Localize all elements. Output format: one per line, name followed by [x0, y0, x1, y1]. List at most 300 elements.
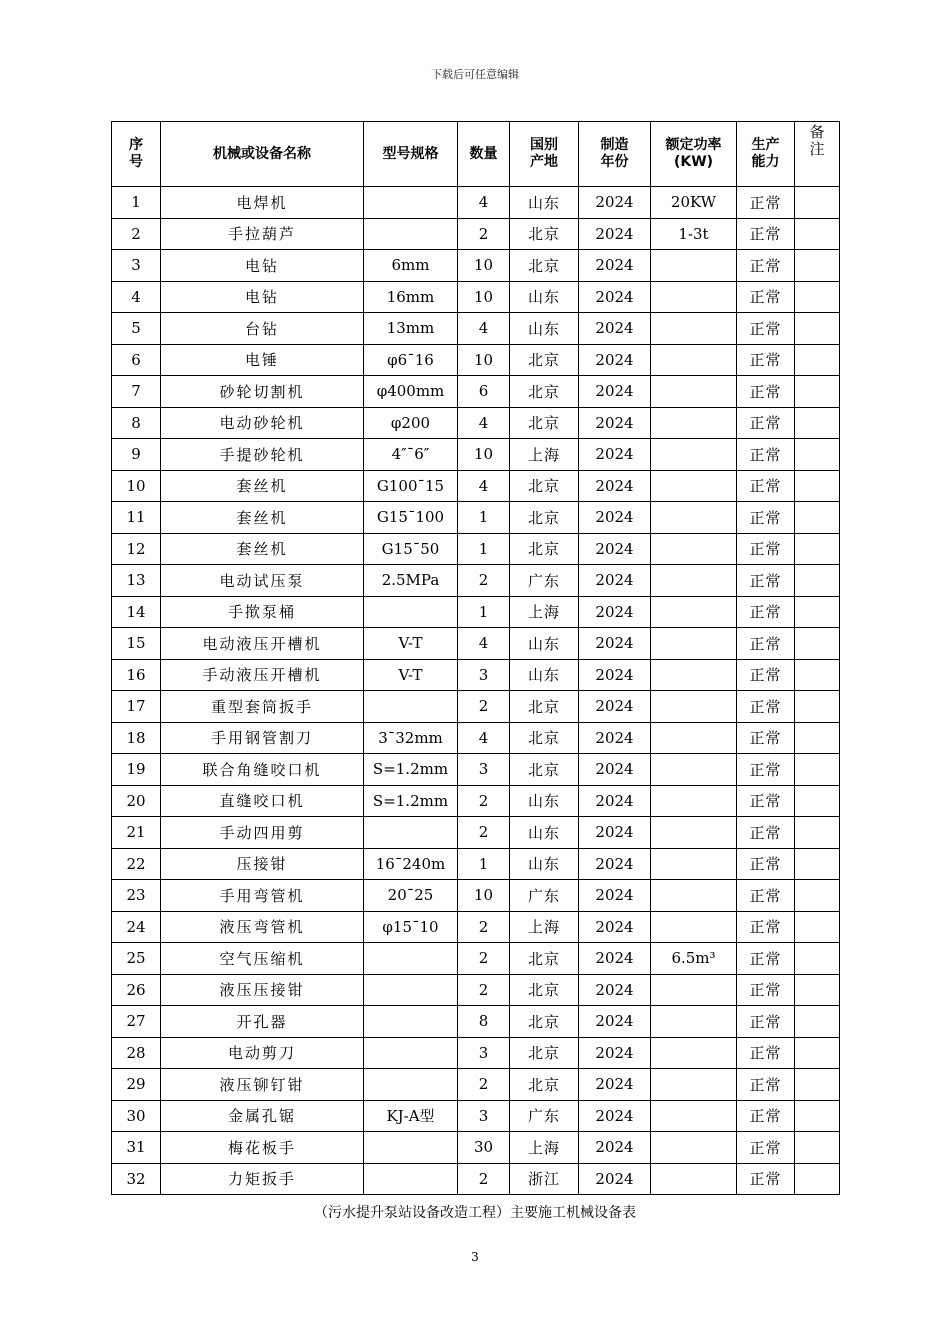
cell-capacity: 正常 — [737, 659, 795, 691]
cell-name: 电钻 — [161, 250, 364, 282]
cell-model: S=1.2mm — [364, 754, 458, 786]
table-row — [112, 880, 840, 912]
cell-no: 13 — [112, 565, 161, 597]
cell-capacity: 正常 — [737, 1006, 795, 1038]
cell-capacity: 正常 — [737, 974, 795, 1006]
cell-name: 压接钳 — [161, 848, 364, 880]
cell-model: V-T — [364, 628, 458, 660]
cell-name: 手用钢管割刀 — [161, 722, 364, 754]
table-row — [112, 218, 840, 250]
cell-name: 重型套筒扳手 — [161, 691, 364, 723]
cell-note — [795, 565, 840, 597]
cell-capacity: 正常 — [737, 313, 795, 345]
cell-year: 2024 — [579, 974, 651, 1006]
cell-year: 2024 — [579, 407, 651, 439]
cell-origin: 北京 — [510, 218, 579, 250]
cell-name: 套丝机 — [161, 502, 364, 534]
cell-no: 21 — [112, 817, 161, 849]
cell-capacity: 正常 — [737, 785, 795, 817]
cell-power — [651, 785, 737, 817]
cell-year: 2024 — [579, 344, 651, 376]
cell-note — [795, 1037, 840, 1069]
cell-note — [795, 848, 840, 880]
cell-origin: 山东 — [510, 848, 579, 880]
cell-note — [795, 722, 840, 754]
cell-qty: 2 — [458, 1069, 510, 1101]
cell-origin: 山东 — [510, 281, 579, 313]
cell-no: 12 — [112, 533, 161, 565]
cell-year: 2024 — [579, 754, 651, 786]
cell-power — [651, 596, 737, 628]
cell-year: 2024 — [579, 628, 651, 660]
cell-model: 6mm — [364, 250, 458, 282]
cell-model: 2.5MPa — [364, 565, 458, 597]
cell-no: 22 — [112, 848, 161, 880]
cell-qty: 6 — [458, 376, 510, 408]
cell-origin: 上海 — [510, 596, 579, 628]
table-row — [112, 407, 840, 439]
cell-origin: 山东 — [510, 817, 579, 849]
cell-capacity: 正常 — [737, 407, 795, 439]
cell-power — [651, 470, 737, 502]
cell-note — [795, 313, 840, 345]
cell-note — [795, 187, 840, 219]
cell-no: 11 — [112, 502, 161, 534]
cell-name: 电钻 — [161, 281, 364, 313]
cell-qty: 1 — [458, 502, 510, 534]
cell-no: 18 — [112, 722, 161, 754]
cell-note — [795, 754, 840, 786]
cell-name: 手提砂轮机 — [161, 439, 364, 471]
equipment-table — [111, 121, 840, 1195]
cell-name: 梅花板手 — [161, 1132, 364, 1164]
cell-no: 24 — [112, 911, 161, 943]
cell-model: 20¯25 — [364, 880, 458, 912]
cell-model — [364, 218, 458, 250]
cell-year: 2024 — [579, 1006, 651, 1038]
cell-model: φ6¯16 — [364, 344, 458, 376]
cell-power — [651, 250, 737, 282]
cell-note — [795, 439, 840, 471]
table-row — [112, 848, 840, 880]
cell-qty: 10 — [458, 880, 510, 912]
cell-origin: 山东 — [510, 628, 579, 660]
cell-capacity: 正常 — [737, 596, 795, 628]
cell-year: 2024 — [579, 313, 651, 345]
cell-qty: 2 — [458, 943, 510, 975]
cell-power — [651, 1006, 737, 1038]
cell-note — [795, 218, 840, 250]
cell-no: 31 — [112, 1132, 161, 1164]
cell-qty: 2 — [458, 911, 510, 943]
cell-model: G15¯100 — [364, 502, 458, 534]
cell-qty: 2 — [458, 1163, 510, 1195]
cell-year: 2024 — [579, 722, 651, 754]
cell-model — [364, 1132, 458, 1164]
cell-power — [651, 439, 737, 471]
cell-no: 5 — [112, 313, 161, 345]
table-row — [112, 313, 840, 345]
cell-year: 2024 — [579, 659, 651, 691]
cell-origin: 山东 — [510, 313, 579, 345]
cell-origin: 北京 — [510, 502, 579, 534]
cell-no: 30 — [112, 1100, 161, 1132]
cell-no: 6 — [112, 344, 161, 376]
cell-qty: 4 — [458, 628, 510, 660]
cell-capacity: 正常 — [737, 754, 795, 786]
cell-capacity: 正常 — [737, 628, 795, 660]
table-row — [112, 691, 840, 723]
cell-no: 26 — [112, 974, 161, 1006]
cell-qty: 4 — [458, 470, 510, 502]
table-row — [112, 1006, 840, 1038]
cell-capacity: 正常 — [737, 1132, 795, 1164]
cell-year: 2024 — [579, 376, 651, 408]
cell-power — [651, 1132, 737, 1164]
cell-capacity: 正常 — [737, 1069, 795, 1101]
cell-power — [651, 817, 737, 849]
cell-no: 25 — [112, 943, 161, 975]
cell-qty: 1 — [458, 848, 510, 880]
table-row — [112, 281, 840, 313]
cell-name: 电动剪刀 — [161, 1037, 364, 1069]
cell-origin: 北京 — [510, 754, 579, 786]
cell-model — [364, 817, 458, 849]
cell-no: 9 — [112, 439, 161, 471]
cell-qty: 4 — [458, 407, 510, 439]
cell-model: G100¯15 — [364, 470, 458, 502]
cell-model — [364, 187, 458, 219]
cell-power — [651, 880, 737, 912]
cell-origin: 北京 — [510, 250, 579, 282]
cell-note — [795, 785, 840, 817]
cell-year: 2024 — [579, 1069, 651, 1101]
cell-year: 2024 — [579, 1163, 651, 1195]
cell-model: φ15¯10 — [364, 911, 458, 943]
cell-power — [651, 1037, 737, 1069]
cell-capacity: 正常 — [737, 1100, 795, 1132]
cell-power — [651, 722, 737, 754]
cell-no: 16 — [112, 659, 161, 691]
cell-qty: 10 — [458, 250, 510, 282]
cell-model — [364, 974, 458, 1006]
cell-name: 电动砂轮机 — [161, 407, 364, 439]
cell-model: 3¯32mm — [364, 722, 458, 754]
table-row — [112, 659, 840, 691]
cell-model — [364, 596, 458, 628]
cell-origin: 北京 — [510, 1006, 579, 1038]
cell-power — [651, 754, 737, 786]
cell-model — [364, 1006, 458, 1038]
table-row — [112, 1069, 840, 1101]
table-body — [112, 187, 840, 1195]
cell-name: 套丝机 — [161, 533, 364, 565]
cell-capacity: 正常 — [737, 502, 795, 534]
cell-year: 2024 — [579, 502, 651, 534]
cell-origin: 北京 — [510, 376, 579, 408]
cell-origin: 北京 — [510, 344, 579, 376]
cell-power — [651, 407, 737, 439]
table-row — [112, 1132, 840, 1164]
cell-name: 开孔器 — [161, 1006, 364, 1038]
cell-power — [651, 344, 737, 376]
cell-power — [651, 533, 737, 565]
cell-name: 电动试压泵 — [161, 565, 364, 597]
cell-year: 2024 — [579, 470, 651, 502]
table-row — [112, 974, 840, 1006]
col-header-capacity: 生产能力 — [737, 122, 795, 187]
cell-name: 液压铆钉钳 — [161, 1069, 364, 1101]
cell-model: KJ-A型 — [364, 1100, 458, 1132]
cell-no: 14 — [112, 596, 161, 628]
cell-note — [795, 880, 840, 912]
cell-no: 29 — [112, 1069, 161, 1101]
cell-model — [364, 691, 458, 723]
cell-year: 2024 — [579, 785, 651, 817]
cell-qty: 2 — [458, 565, 510, 597]
col-header-name: 机械或设备名称 — [161, 122, 364, 187]
cell-note — [795, 1100, 840, 1132]
cell-note — [795, 502, 840, 534]
cell-note — [795, 1132, 840, 1164]
cell-qty: 3 — [458, 754, 510, 786]
cell-model: V-T — [364, 659, 458, 691]
cell-no: 7 — [112, 376, 161, 408]
cell-qty: 4 — [458, 187, 510, 219]
table-row — [112, 502, 840, 534]
cell-power — [651, 1069, 737, 1101]
cell-year: 2024 — [579, 911, 651, 943]
cell-year: 2024 — [579, 250, 651, 282]
cell-origin: 北京 — [510, 943, 579, 975]
cell-no: 3 — [112, 250, 161, 282]
cell-power — [651, 1100, 737, 1132]
cell-note — [795, 376, 840, 408]
page-header: 下载后可任意编辑 — [431, 68, 519, 81]
cell-name: 电焊机 — [161, 187, 364, 219]
table-row — [112, 250, 840, 282]
table-row — [112, 628, 840, 660]
cell-qty: 30 — [458, 1132, 510, 1164]
page-number: 3 — [471, 1250, 479, 1264]
cell-capacity: 正常 — [737, 691, 795, 723]
cell-qty: 2 — [458, 691, 510, 723]
cell-capacity: 正常 — [737, 281, 795, 313]
cell-no: 2 — [112, 218, 161, 250]
cell-origin: 北京 — [510, 533, 579, 565]
cell-year: 2024 — [579, 1037, 651, 1069]
cell-note — [795, 911, 840, 943]
cell-name: 手用弯管机 — [161, 880, 364, 912]
cell-power — [651, 911, 737, 943]
cell-origin: 山东 — [510, 659, 579, 691]
cell-model: 16¯240m — [364, 848, 458, 880]
cell-origin: 北京 — [510, 1037, 579, 1069]
table-row — [112, 344, 840, 376]
cell-note — [795, 1069, 840, 1101]
cell-note — [795, 628, 840, 660]
cell-power — [651, 1163, 737, 1195]
cell-qty: 4 — [458, 722, 510, 754]
cell-capacity: 正常 — [737, 911, 795, 943]
cell-capacity: 正常 — [737, 470, 795, 502]
cell-origin: 北京 — [510, 722, 579, 754]
table-row — [112, 470, 840, 502]
cell-capacity: 正常 — [737, 1037, 795, 1069]
cell-note — [795, 974, 840, 1006]
cell-power: 6.5m³ — [651, 943, 737, 975]
cell-qty: 10 — [458, 344, 510, 376]
cell-qty: 1 — [458, 596, 510, 628]
table-row — [112, 565, 840, 597]
cell-no: 20 — [112, 785, 161, 817]
cell-power — [651, 628, 737, 660]
cell-year: 2024 — [579, 439, 651, 471]
cell-capacity: 正常 — [737, 533, 795, 565]
cell-name: 砂轮切割机 — [161, 376, 364, 408]
cell-power — [651, 848, 737, 880]
cell-capacity: 正常 — [737, 722, 795, 754]
table-row — [112, 439, 840, 471]
col-header-power: 额定功率(KW) — [651, 122, 737, 187]
cell-qty: 3 — [458, 659, 510, 691]
cell-capacity: 正常 — [737, 1163, 795, 1195]
cell-origin: 广东 — [510, 880, 579, 912]
cell-model: 16mm — [364, 281, 458, 313]
cell-origin: 上海 — [510, 911, 579, 943]
cell-power — [651, 376, 737, 408]
cell-no: 8 — [112, 407, 161, 439]
cell-no: 28 — [112, 1037, 161, 1069]
cell-origin: 北京 — [510, 691, 579, 723]
cell-name: 手动液压开槽机 — [161, 659, 364, 691]
cell-note — [795, 344, 840, 376]
table-row — [112, 1037, 840, 1069]
cell-name: 液压弯管机 — [161, 911, 364, 943]
cell-origin: 山东 — [510, 187, 579, 219]
table-header-row — [112, 122, 840, 187]
cell-model — [364, 1037, 458, 1069]
cell-qty: 2 — [458, 974, 510, 1006]
cell-origin: 北京 — [510, 407, 579, 439]
cell-note — [795, 943, 840, 975]
cell-model — [364, 943, 458, 975]
cell-origin: 北京 — [510, 470, 579, 502]
table-row — [112, 376, 840, 408]
cell-note — [795, 659, 840, 691]
cell-name: 电锤 — [161, 344, 364, 376]
cell-qty: 10 — [458, 439, 510, 471]
cell-no: 10 — [112, 470, 161, 502]
cell-note — [795, 1006, 840, 1038]
col-header-note: 备注 — [795, 122, 840, 187]
cell-capacity: 正常 — [737, 250, 795, 282]
table-row — [112, 187, 840, 219]
cell-name: 金属孔锯 — [161, 1100, 364, 1132]
cell-origin: 上海 — [510, 439, 579, 471]
cell-name: 空气压缩机 — [161, 943, 364, 975]
table-row — [112, 785, 840, 817]
cell-year: 2024 — [579, 943, 651, 975]
cell-qty: 2 — [458, 817, 510, 849]
cell-year: 2024 — [579, 691, 651, 723]
cell-qty: 10 — [458, 281, 510, 313]
cell-no: 4 — [112, 281, 161, 313]
cell-year: 2024 — [579, 565, 651, 597]
cell-name: 力矩扳手 — [161, 1163, 364, 1195]
cell-name: 手拉葫芦 — [161, 218, 364, 250]
cell-capacity: 正常 — [737, 817, 795, 849]
cell-qty: 4 — [458, 313, 510, 345]
cell-year: 2024 — [579, 1132, 651, 1164]
cell-name: 套丝机 — [161, 470, 364, 502]
cell-note — [795, 533, 840, 565]
cell-power — [651, 502, 737, 534]
cell-model: G15¯50 — [364, 533, 458, 565]
table-row — [112, 596, 840, 628]
cell-qty: 3 — [458, 1037, 510, 1069]
cell-note — [795, 691, 840, 723]
cell-power — [651, 659, 737, 691]
cell-note — [795, 250, 840, 282]
cell-year: 2024 — [579, 596, 651, 628]
cell-model: 4″¯6″ — [364, 439, 458, 471]
cell-power: 20KW — [651, 187, 737, 219]
cell-name: 电动液压开槽机 — [161, 628, 364, 660]
cell-year: 2024 — [579, 880, 651, 912]
cell-no: 17 — [112, 691, 161, 723]
cell-power — [651, 974, 737, 1006]
cell-capacity: 正常 — [737, 376, 795, 408]
cell-no: 23 — [112, 880, 161, 912]
table-row — [112, 1100, 840, 1132]
cell-name: 联合角缝咬口机 — [161, 754, 364, 786]
cell-note — [795, 817, 840, 849]
cell-qty: 1 — [458, 533, 510, 565]
cell-capacity: 正常 — [737, 880, 795, 912]
cell-no: 1 — [112, 187, 161, 219]
cell-year: 2024 — [579, 281, 651, 313]
cell-name: 手揿泵桶 — [161, 596, 364, 628]
cell-origin: 浙江 — [510, 1163, 579, 1195]
cell-capacity: 正常 — [737, 344, 795, 376]
cell-origin: 上海 — [510, 1132, 579, 1164]
table-caption: （污水提升泵站设备改造工程）主要施工机械设备表 — [314, 1205, 636, 1221]
cell-name: 台钻 — [161, 313, 364, 345]
cell-capacity: 正常 — [737, 565, 795, 597]
cell-name: 手动四用剪 — [161, 817, 364, 849]
cell-origin: 山东 — [510, 785, 579, 817]
col-header-origin: 国别产地 — [510, 122, 579, 187]
cell-model — [364, 1163, 458, 1195]
cell-model: φ400mm — [364, 376, 458, 408]
cell-no: 15 — [112, 628, 161, 660]
cell-capacity: 正常 — [737, 439, 795, 471]
cell-capacity: 正常 — [737, 218, 795, 250]
table-row — [112, 817, 840, 849]
cell-note — [795, 1163, 840, 1195]
cell-origin: 北京 — [510, 1069, 579, 1101]
cell-note — [795, 470, 840, 502]
cell-power — [651, 691, 737, 723]
cell-note — [795, 407, 840, 439]
col-header-model: 型号规格 — [364, 122, 458, 187]
cell-year: 2024 — [579, 1100, 651, 1132]
cell-no: 27 — [112, 1006, 161, 1038]
cell-qty: 2 — [458, 785, 510, 817]
cell-power — [651, 281, 737, 313]
col-header-qty: 数量 — [458, 122, 510, 187]
